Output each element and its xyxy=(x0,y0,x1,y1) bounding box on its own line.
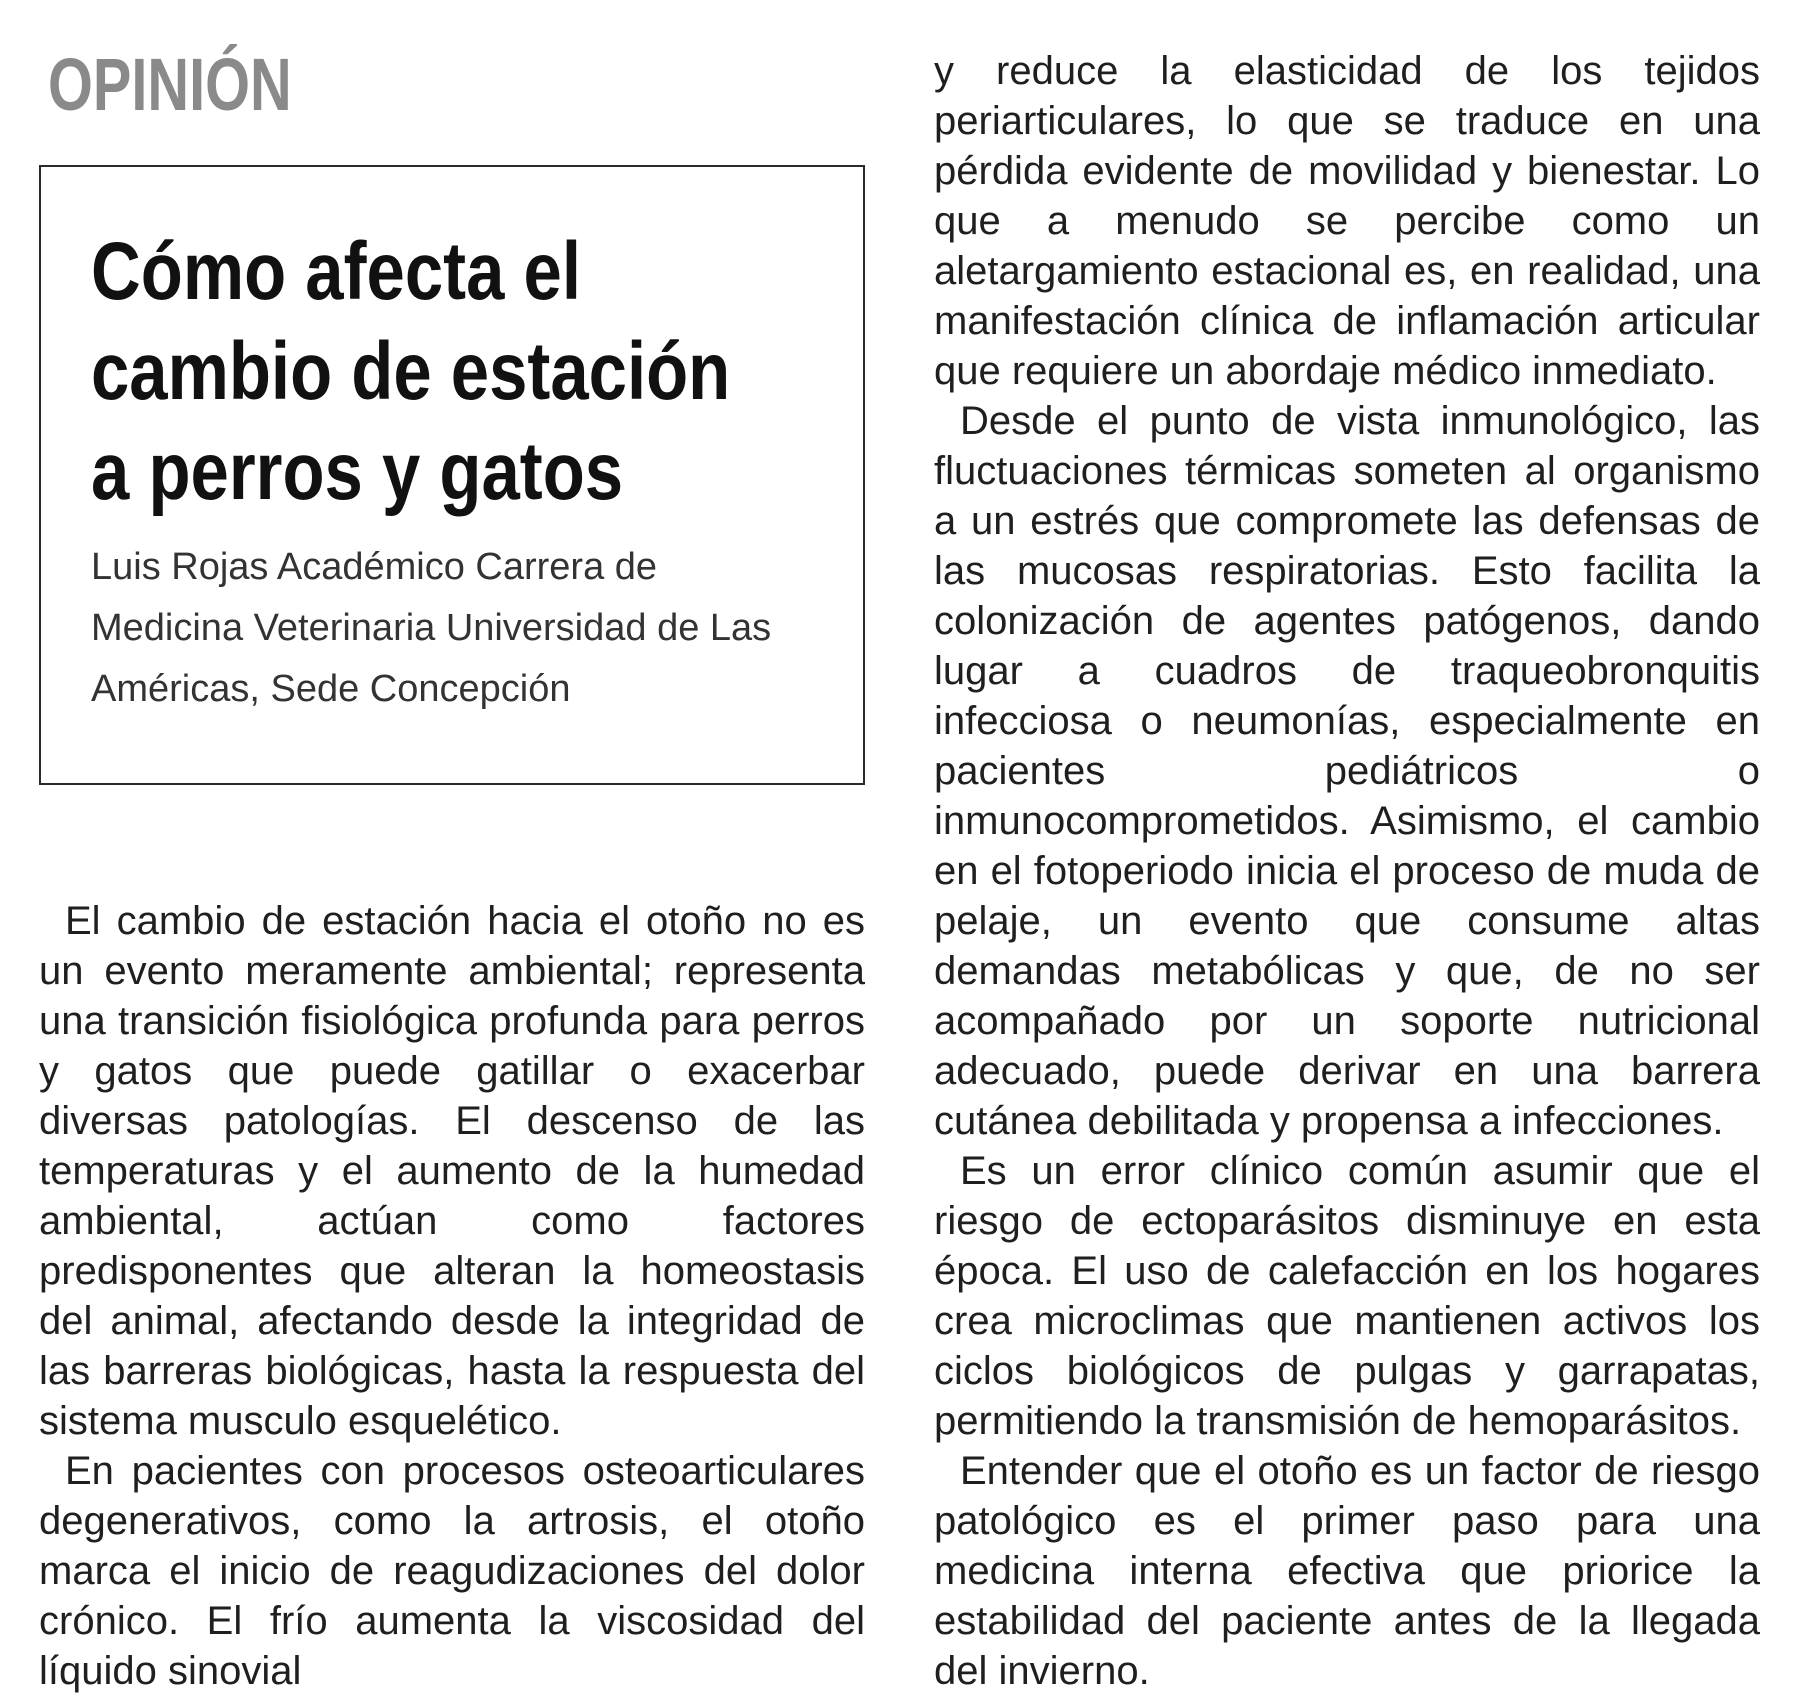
article-paragraph: En pacientes con procesos osteoarticulares degenerativos, como la artrosis, el otoño marca el inicio de reagudizaciones del dolor crónico. El frío aumenta la viscosidad del líquido sinovial xyxy=(39,1449,865,1693)
article-paragraph-continued: y reduce la elasticidad de los tejidos periarticulares, lo que se traduce en una pérdida evidente de movilidad y bienestar. Lo que a menudo se percibe como un aletargamiento estacional es, en realidad, una manifestación clínica de inflamación articular que requiere un abordaje médico inmediato. xyxy=(934,49,1760,393)
article-paragraph: Entender que el otoño es un factor de riesgo patológico es el primer paso para una medicina interna efectiva que priorice la estabilidad del paciente antes de la llegada del invierno. xyxy=(934,1449,1760,1693)
article-byline: Luis Rojas Académico Carrera de Medicina Veterinaria Universidad de Las Américas, Sede Concepción xyxy=(91,546,772,710)
article-paragraph: El cambio de estación hacia el otoño no es un evento meramente ambiental; representa una transición fisiológica profunda para perros y gatos que puede gatillar o exacerbar diversas patologías. El descenso de las temperaturas y el aumento de la humedad ambiental, actúan como factores predisponentes que alteran la homeostasis del animal, afectando desde la integridad de las barreras biológicas, hasta la respuesta del sistema musculo esquelético. xyxy=(39,899,865,1443)
section-label: OPINIÓN xyxy=(48,43,292,126)
article-column-right xyxy=(934,46,1760,1696)
article-headline: Cómo afecta el cambio de estación a perros y gatos xyxy=(91,226,731,517)
article-paragraph: Es un error clínico común asumir que el riesgo de ectoparásitos disminuye en esta época. El uso de calefacción en los hogares crea microclimas que mantienen activos los ciclos biológicos de pulgas y garrapatas, permitiendo la transmisión de hemoparásitos. xyxy=(934,1149,1760,1443)
article-column-left xyxy=(39,896,865,1696)
headline-box xyxy=(39,165,865,785)
article-paragraph: Desde el punto de vista inmunológico, las fluctuaciones térmicas someten al organismo a un estrés que compromete las defensas de las mucosas respiratorias. Esto facilita la colonización de agentes patógenos, dando lugar a cuadros de traqueobronquitis infecciosa o neumonías, especialmente en pacientes pediátricos o inmunocomprometidos. Asimismo, el cambio en el fotoperiodo inicia el proceso de muda de pelaje, un evento que consume altas demandas metabólicas y que, de no ser acompañado por un soporte nutricional adecuado, puede derivar en una barrera cutánea debilitada y propensa a infecciones. xyxy=(934,399,1760,1143)
